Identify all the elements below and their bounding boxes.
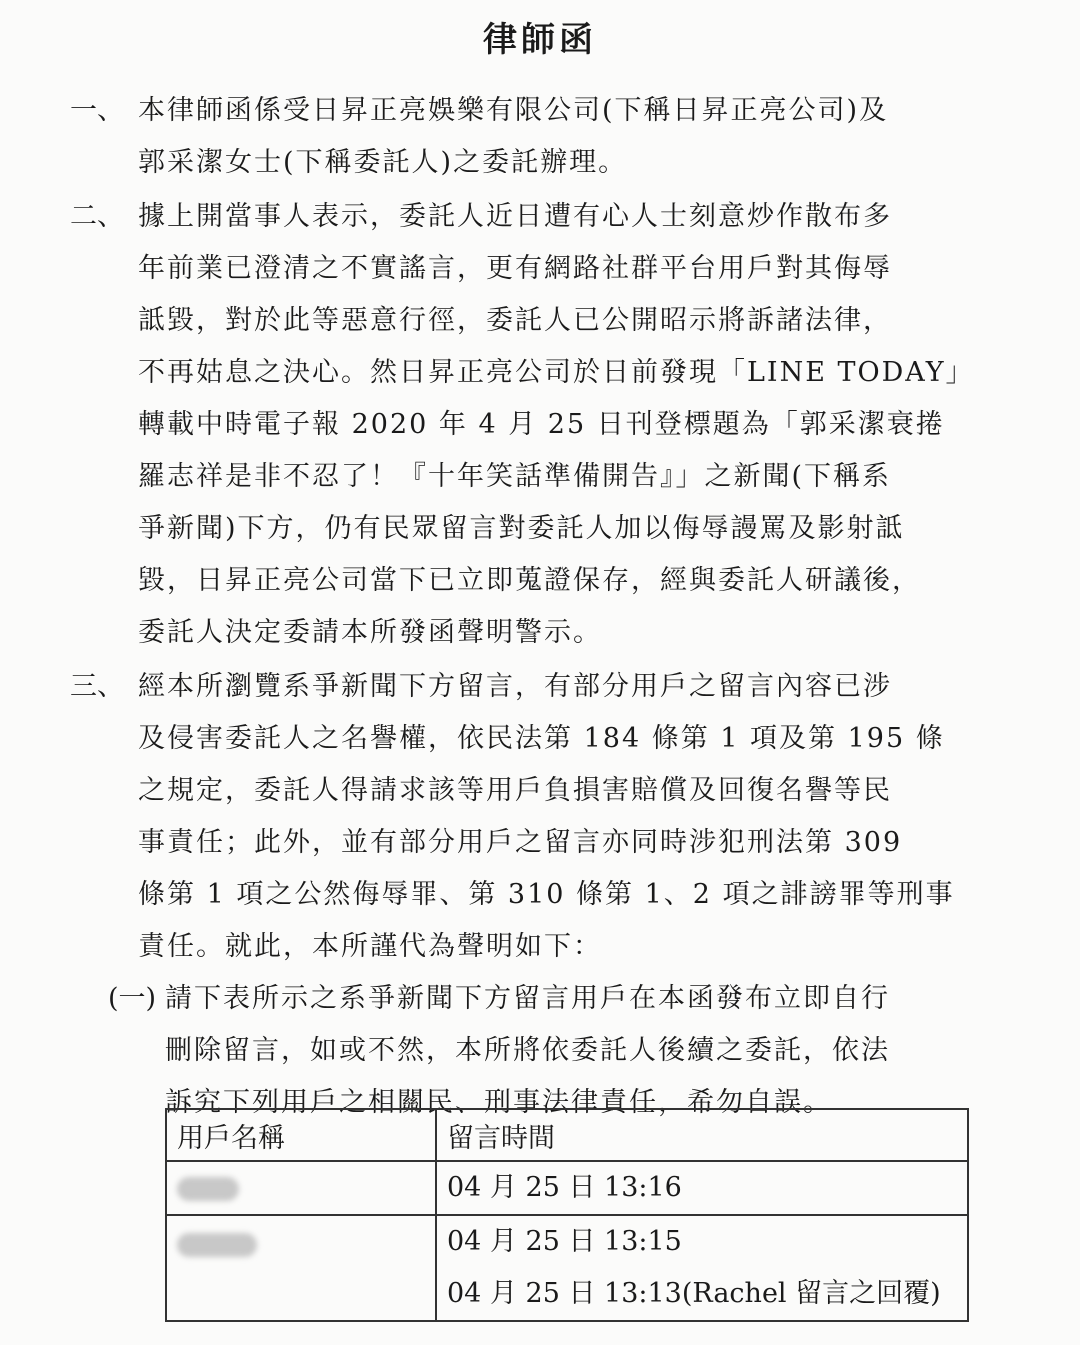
paragraph-line: 經本所瀏覽系爭新聞下方留言，有部分用戶之留言內容已涉 <box>138 671 892 702</box>
paragraph-line: 毀，日昇正亮公司當下已立即蒐證保存，經與委託人研議後， <box>138 565 921 596</box>
paragraph-line: 訴究下列用戶之相關民、刑事法律責任，希勿自誤。 <box>165 1087 832 1118</box>
paragraph-line: 刪除留言，如或不然，本所將依委託人後續之委託，依法 <box>165 1035 890 1066</box>
section-marker: 三、 <box>70 671 124 702</box>
username-cell <box>166 1161 436 1215</box>
table-header-row <box>166 1109 968 1161</box>
header-comment-time: 留言時間 <box>436 1109 968 1161</box>
comment-time-cell <box>436 1215 968 1321</box>
paragraph-line: 之規定，委託人得請求該等用戶負損害賠償及回復名譽等民 <box>138 775 892 806</box>
comment-time: 04 月 25 日 13:13(Rachel 留言之回覆) <box>447 1278 941 1309</box>
paragraph-line: 郭采潔女士(下稱委託人)之委託辦理。 <box>138 147 628 178</box>
paragraph-line: 請下表所示之系爭新聞下方留言用戶在本函發布立即自行 <box>165 983 890 1014</box>
comment-time: 04 月 25 日 13:16 <box>447 1172 682 1203</box>
redacted-username <box>177 1233 257 1257</box>
comment-time: 04 月 25 日 13:15 <box>447 1226 682 1257</box>
paragraph-line: 及侵害委託人之名譽權，依民法第 184 條第 1 項及第 195 條 <box>138 723 945 754</box>
paragraph-line: 羅志祥是非不忍了！『十年笑話準備開告』」之新聞(下稱系 <box>138 461 892 492</box>
section-marker: 二、 <box>70 201 124 232</box>
comment-time-cell <box>436 1161 968 1215</box>
table-row <box>166 1215 968 1321</box>
paragraph-line: 詆毀，對於此等惡意行徑，委託人已公開昭示將訴諸法律， <box>138 305 892 336</box>
section-marker: 一、 <box>70 95 124 126</box>
paragraph-line: 事責任；此外，並有部分用戶之留言亦同時涉犯刑法第 309 <box>138 827 903 858</box>
paragraph-line: 爭新聞)下方，仍有民眾留言對委託人加以侮辱謾罵及影射詆 <box>138 513 905 544</box>
paragraph-line: 不再姑息之決心。然日昇正亮公司於日前發現「LINE TODAY」 <box>138 357 975 388</box>
paragraph-line: 委託人決定委請本所發函聲明警示。 <box>138 617 602 648</box>
header-username: 用戶名稱 <box>166 1109 436 1161</box>
paragraph-line: 本律師函係受日昇正亮娛樂有限公司(下稱日昇正亮公司)及 <box>138 95 889 126</box>
user-comment-table <box>165 1108 969 1322</box>
username-cell <box>166 1215 436 1321</box>
paragraph-line: 責任。就此，本所謹代為聲明如下： <box>138 931 602 962</box>
redacted-username <box>177 1177 239 1201</box>
subsection-marker: (一) <box>108 983 157 1014</box>
paragraph-line: 轉載中時電子報 2020 年 4 月 25 日刊登標題為「郭采潔衰捲 <box>138 409 945 440</box>
paragraph-line: 條第 1 項之公然侮辱罪、第 310 條第 1、2 項之誹謗罪等刑事 <box>138 879 955 910</box>
document-title: 律師函 <box>483 20 597 60</box>
paragraph-line: 據上開當事人表示，委託人近日遭有心人士刻意炒作散布多 <box>138 201 892 232</box>
paragraph-line: 年前業已澄清之不實謠言，更有網路社群平台用戶對其侮辱 <box>138 253 892 284</box>
table-row <box>166 1161 968 1215</box>
